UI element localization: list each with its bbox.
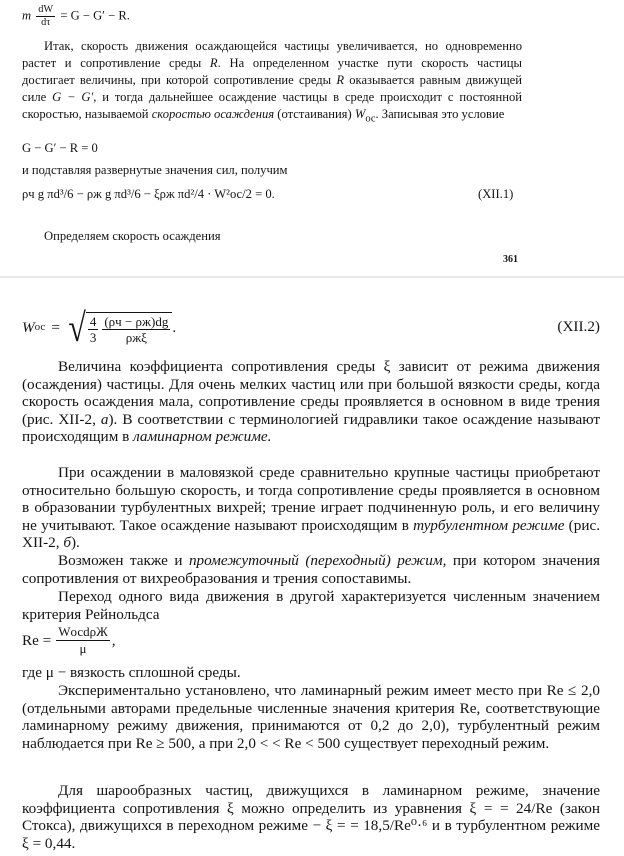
bottom-paragraph-5: где μ − вязкость сплошной среды. xyxy=(22,664,241,681)
top-paragraph-3: Определяем скорость осаждения xyxy=(44,229,221,243)
square-root: √ $\frac{4}{3}$ $\frac{(\rho ч - \rho ж)dg}{\text{ρжξ}}$ xyxy=(66,308,172,348)
bottom-paragraph-1: Величина коэффициента сопротивления среды ξ зависит от режима движения (осаждения) частицы. Для очень мелких частиц или при большой вязкости среды, когда скорость осаждения мала, сопротивление среды проявляется в основном в виде трения (рис. XII-2, а). В соответствии с терминологией гидравлики такое осаждение называют происходящим в ламинарном режиме. xyxy=(22,358,600,446)
top-paragraph-1: Итак, скорость движения осаждающейся частицы увеличивается, но одновременно растет и сопротивление среды R. На определенном участке пути скорость частицы достигает величины, при которой сопротивление среды R оказывается равным движущей силе G − G′, и тогда дальнейшее осаждение частицы в среде происходит с постоянной скоростью, называемой скоростью осаждения (отстаивания) $W_{ос}$. Записывая это условие xyxy=(22,39,522,125)
page-divider xyxy=(0,276,624,278)
bottom-paragraph-2: При осаждении в маловязкой среде сравнительно крупные частицы приобретают относительно большую скорость, и тогда сопротивление среды проявляется в основном в образовании турбулентных вихрей; трение играет подчиненную роль, и его величину не учитывают. Такое осаждение называют происходящим в турбулентном режиме (рис. XII-2, б). xyxy=(22,464,600,552)
bottom-paragraph-7: Для шарообразных частиц, движущихся в ламинарном режиме, значение коэффициента сопротивления ξ можно определить из уравнения ξ = = 24/Re (закон Стокса), движущихся в переходном режиме − ξ = = 18,5/Re⁰·⁶ и в турбулентном режиме ξ = 0,44. xyxy=(22,782,600,852)
equation-xii-2-number: (XII.2) xyxy=(557,318,600,335)
top-paragraph-2: и подставляя развернутые значения сил, получим xyxy=(22,163,288,177)
equation-xii-2: W ос = √ $\frac{4}{3}$ $\frac{(\rho ч - \rho ж)dg}{\text{ρжξ}}$ . (XII.2) xyxy=(22,305,600,350)
equation-xii-1-number: (XII.1) xyxy=(478,187,514,201)
bottom-paragraph-6: Экспериментально установлено, что ламинарный режим имеет место при Re ≤ 2,0 (отдельными авторами предельные численные значения критерия Re, соответствующие ламинарному режиму движения, принимаются от 0,2 до 2,0), турбулентный режим наблюдается при Re ≥ 500, а при 2,0 < < Re < 500 существует переходный режим. xyxy=(22,682,600,752)
equation-xii-1 xyxy=(22,186,522,203)
equation-xii-1-body: ρч g πd³/6 − ρж g πd³/6 − ξρж πd²/4 · W²ос/2 = 0. xyxy=(22,187,275,201)
equation-balance: G − G′ − R = 0 xyxy=(22,141,98,155)
page-number: 361 xyxy=(503,254,518,265)
equation-motion: m $\frac{dW}{d\tau}$ = G − G′ − R. xyxy=(22,4,130,28)
equation-reynolds: Re = $\frac{\text{WосdρЖ}}{\mu}$ , xyxy=(22,624,116,656)
fraction-dw-dt: $\frac{dW}{d\tau}$ xyxy=(38,4,54,28)
radical-sign: √ xyxy=(68,305,86,350)
bottom-paragraph-3: Возможен также и промежуточный (переходный) режим, при котором значения сопротивления от вихреобразования и трения сопоставимы. xyxy=(22,552,600,587)
bottom-paragraph-4: Переход одного вида движения в другой характеризуется численным значением критерия Рейнольдса xyxy=(22,588,600,623)
